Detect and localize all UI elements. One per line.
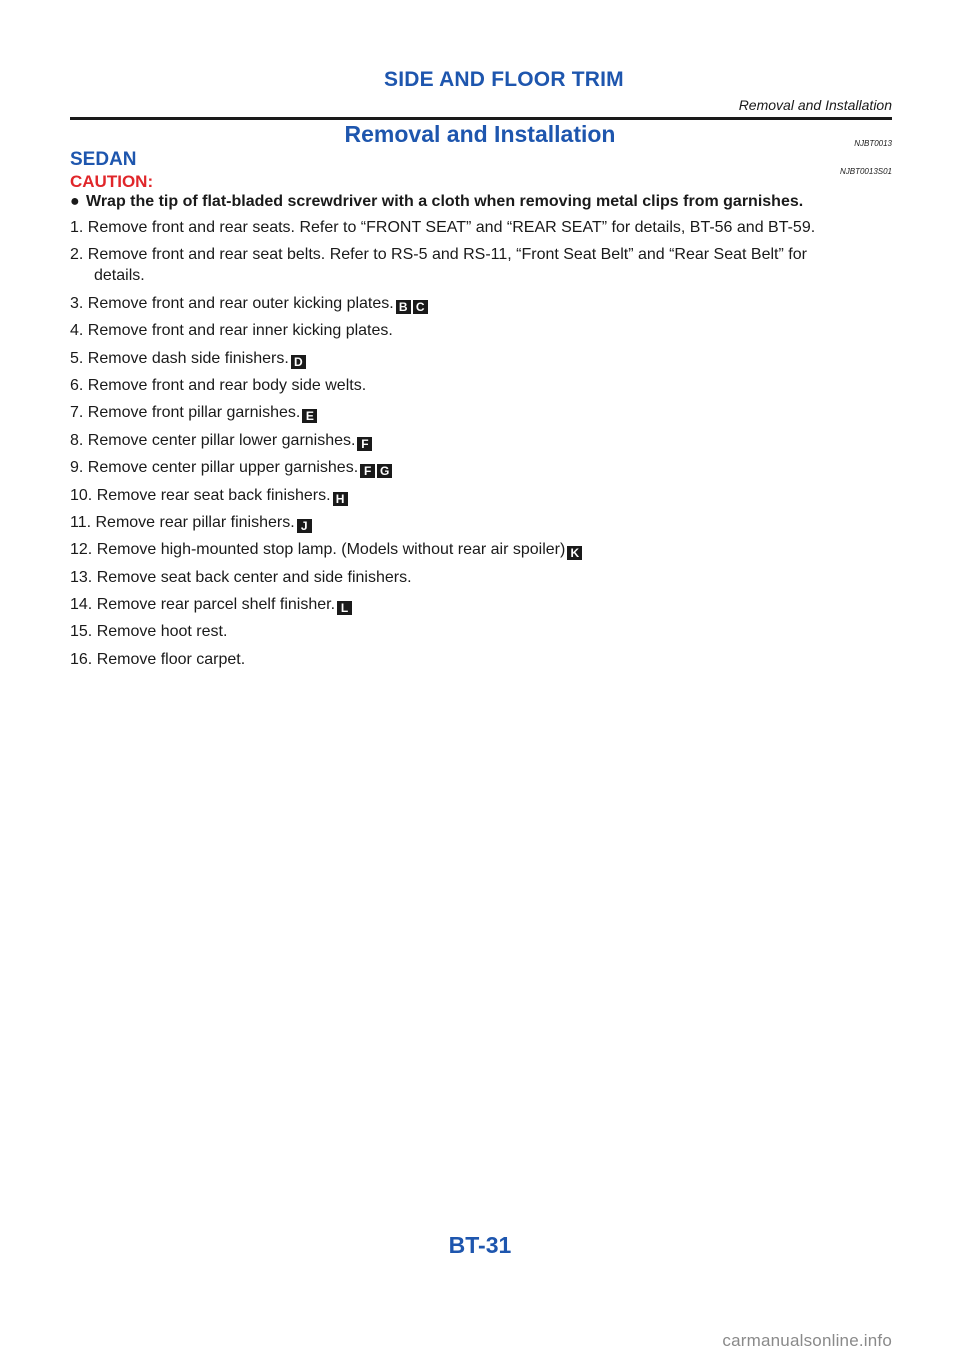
procedure-step <box>70 348 892 369</box>
figure-ref-icon: B <box>396 300 411 314</box>
caution-text: Wrap the tip of flat-bladed screwdriver with a cloth when removing metal clips from garnishes. <box>86 193 804 210</box>
subsection-code: NJBT0013S01 <box>839 167 892 176</box>
step-text: 15. Remove hoot rest. <box>70 623 228 641</box>
procedure-step <box>70 539 892 560</box>
figure-ref-icon: J <box>297 519 312 533</box>
step-text: 16. Remove floor carpet. <box>70 650 246 668</box>
procedure-step <box>70 512 892 533</box>
step-text: 4. Remove front and rear inner kicking plates. <box>70 322 393 340</box>
figure-ref-icon: L <box>337 601 352 615</box>
page-number: BT-31 <box>448 1232 512 1258</box>
figure-ref-icon: C <box>413 300 428 314</box>
step-text: 11. Remove rear pillar finishers. <box>70 513 295 531</box>
procedure-step <box>70 621 892 642</box>
caution-label: CAUTION: <box>70 172 154 191</box>
header-rule <box>70 117 892 120</box>
section-code: NJBT0013 <box>854 139 892 148</box>
procedure-step <box>70 293 892 314</box>
step-text: 12. Remove high-mounted stop lamp. (Models without rear air spoiler) <box>70 541 566 559</box>
step-text: 10. Remove rear seat back finishers. <box>70 486 331 504</box>
step-text: 2. Remove front and rear seat belts. Refer to RS-5 and RS-11, “Front Seat Belt” and “Rear Seat Belt” for <box>70 246 807 264</box>
running-header-subtitle: Removal and Installation <box>738 97 892 113</box>
procedure-step <box>70 594 892 615</box>
figure-ref-icon: K <box>567 546 582 560</box>
step-text: 13. Remove seat back center and side finishers. <box>70 568 412 586</box>
running-header-title: SIDE AND FLOOR TRIM <box>384 68 624 91</box>
section-title: Removal and Installation <box>344 121 616 147</box>
step-text: 14. Remove rear parcel shelf finisher. <box>70 596 336 614</box>
step-text: 3. Remove front and rear outer kicking plates. <box>70 294 394 312</box>
procedure-step <box>70 244 892 286</box>
procedure-step <box>70 457 892 478</box>
step-text: 1. Remove front and rear seats. Refer to “FRONT SEAT” and “REAR SEAT” for details, BT-56 and BT-59. <box>70 219 816 236</box>
figure-ref-icon: H <box>333 492 348 506</box>
figure-ref-icon: G <box>377 464 392 478</box>
procedure-step <box>70 375 892 396</box>
procedure-step <box>70 485 892 506</box>
step-text: 6. Remove front and rear body side welts. <box>70 376 367 394</box>
watermark: carmanualsonline.info <box>722 1331 892 1350</box>
step-text: 5. Remove dash side finishers. <box>70 349 289 367</box>
procedure-step <box>70 217 892 238</box>
caution-bullet-item <box>70 191 892 213</box>
step-text: 9. Remove center pillar upper garnishes. <box>70 459 359 477</box>
figure-ref-icon: E <box>302 409 317 423</box>
subsection-title: SEDAN <box>70 149 137 170</box>
procedure-step <box>70 649 892 670</box>
procedure-step <box>70 402 892 423</box>
figure-ref-icon: F <box>357 437 372 451</box>
figure-ref-icon: D <box>291 355 306 369</box>
figure-ref-icon: F <box>360 464 375 478</box>
procedure-step <box>70 320 892 341</box>
step-text: 8. Remove center pillar lower garnishes. <box>70 431 356 449</box>
step-text: 7. Remove front pillar garnishes. <box>70 404 301 422</box>
procedure-steps <box>70 217 892 676</box>
procedure-step <box>70 430 892 451</box>
procedure-step <box>70 567 892 588</box>
bullet-icon: ● <box>70 193 80 210</box>
step-continuation: details. <box>94 267 145 285</box>
